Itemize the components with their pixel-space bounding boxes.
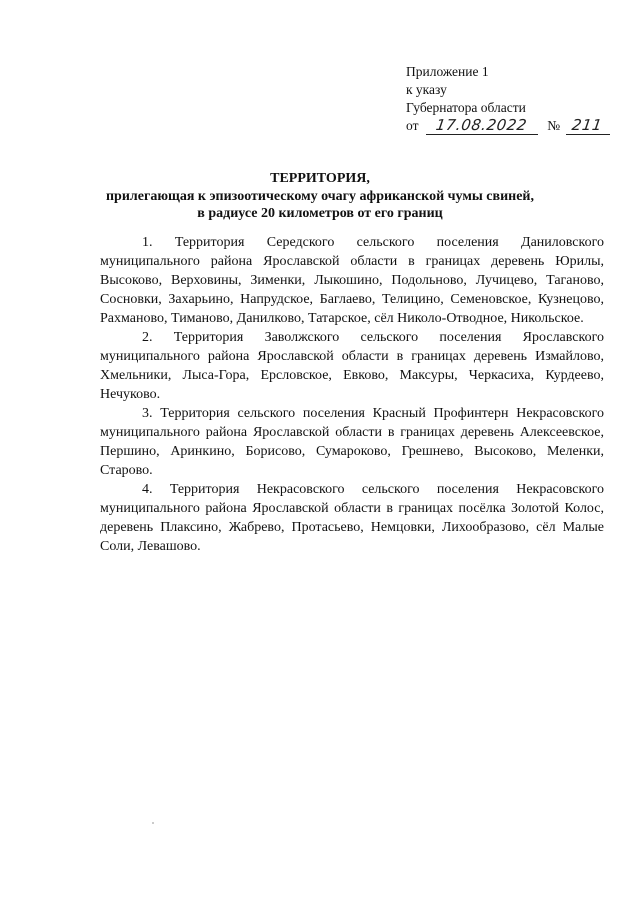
handwritten-date: 17.08.2022 [435, 116, 529, 134]
annex-date-line [406, 117, 610, 135]
paragraph-4: 4. Территория Некрасовского сельского поселения Некрасовского муниципального района Ярославской области в границах посёлка Золотой Колос, деревень Плаксино, Жабрево, Протасьево, Немцовки, Лихообразово, сёл Малые Соли, Левашово. [100, 482, 604, 554]
document-title [0, 170, 640, 223]
scan-speck [152, 822, 154, 824]
number-prefix: № [547, 118, 561, 133]
title-line-3: в радиусе 20 километров от его границ [197, 206, 443, 221]
title-line-2: прилегающая к эпизоотическому очагу африканской чумы свиней, [105, 188, 534, 204]
paragraph-1: 1. Территория Середского сельского поселения Даниловского муниципального района Ярославской области в границах деревень Юрилы, Высоково, Верховины, Зименки, Лыкошино, Подольново, Лучицево, Таганово, Сосновки, Захарьино, Напрудское, Баглаево, Телицино, Семеновское, Кузнецово, Рахманово, Тиманово, Данилково, Татарское, сёл Николо-Отводное, Никольское. [100, 235, 604, 326]
annex-decree-ref: к указу [406, 82, 447, 97]
annex-header [406, 63, 610, 135]
date-prefix: от [406, 118, 419, 133]
paragraph-3: 3. Территория сельского поселения Красный Профинтерн Некрасовского муниципального района Ярославской области в границах деревень Алексеевское, Першино, Аринкино, Борисово, Сумароково, Грешнево, Высоково, Меленки, Старово. [100, 406, 604, 478]
annex-governor-ref: Губернатора области [406, 100, 526, 115]
title-line-1: ТЕРРИТОРИЯ, [270, 171, 370, 186]
document-body [100, 233, 604, 556]
number-field [566, 117, 610, 135]
date-field [426, 117, 538, 135]
paragraph-2: 2. Территория Заволжского сельского поселения Ярославского муниципального района Ярославской области в границах деревень Измайлово, Хмельники, Лыса-Гора, Ерсловское, Евково, Максуры, Черкасиха, Курдеево, Нечуково. [100, 330, 604, 402]
annex-label: Приложение 1 [406, 64, 489, 79]
handwritten-number: 211 [571, 116, 604, 134]
